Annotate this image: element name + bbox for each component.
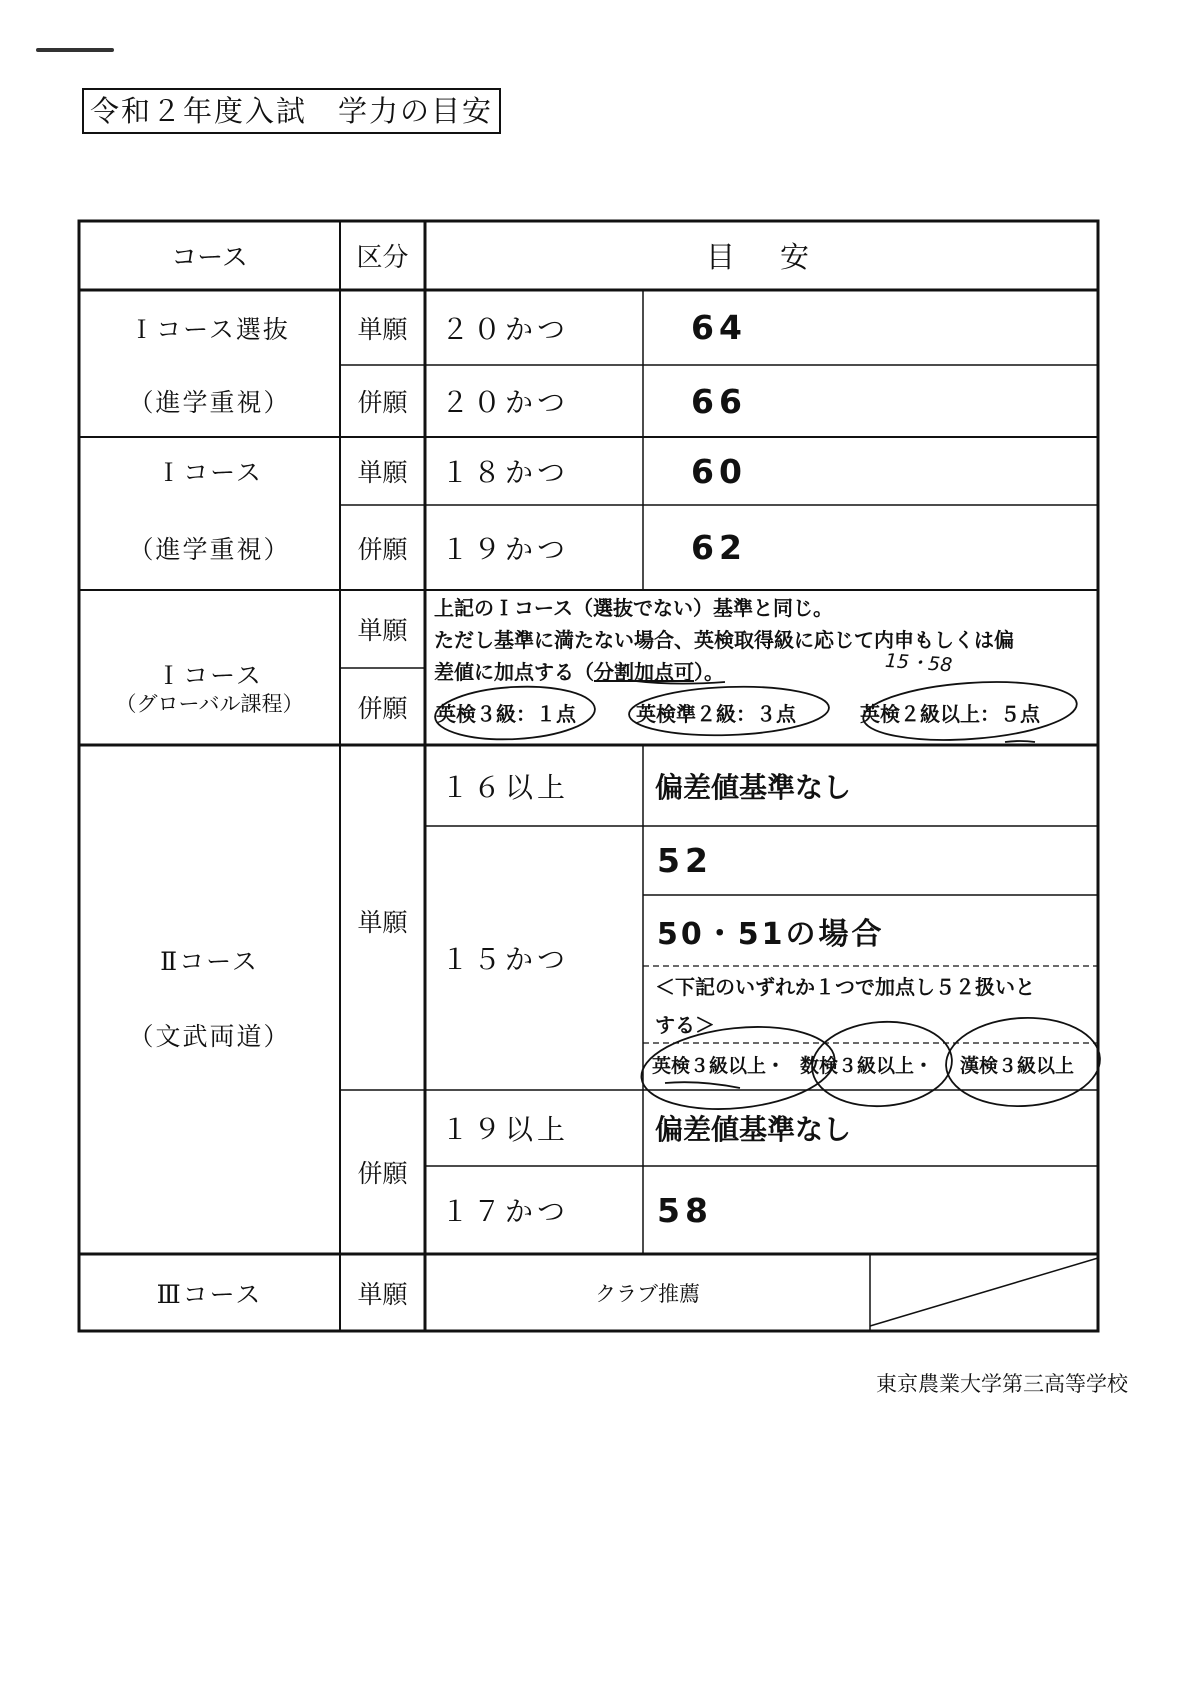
- score-hensachi: 58: [657, 1190, 713, 1230]
- requirement-naishin: １８かつ: [441, 456, 570, 489]
- score-hensachi: 60: [691, 451, 747, 491]
- course-i-senbatsu-name: Ｉコース選抜: [129, 314, 290, 344]
- course-i-senbatsu-sub: （進学重視）: [128, 388, 291, 417]
- kubun-tangan: 単願: [357, 616, 408, 645]
- course-iii-name: Ⅲコース: [156, 1279, 263, 1309]
- global-note-text: 差値に加点する（: [434, 660, 594, 684]
- course-i-global-sub: （グローバル課程）: [115, 691, 304, 716]
- global-note-line: 上記のＩコース（選抜でない）基準と同じ。: [434, 596, 833, 620]
- requirement-naishin: １５かつ: [441, 943, 570, 976]
- requirement-naishin: ２０かつ: [441, 312, 570, 346]
- score-hensachi-alt: 50・51の場合: [657, 916, 885, 952]
- requirement-naishin: １９以上: [441, 1113, 570, 1146]
- header-kubun: 区分: [356, 243, 409, 273]
- course-i-sub: （進学重視）: [128, 534, 291, 564]
- handwritten-note: 15・58: [884, 649, 954, 676]
- global-note-line: [434, 656, 1096, 688]
- kubun-heigan: 併願: [357, 534, 408, 564]
- course-i-name: Ｉコース: [156, 458, 263, 487]
- requirement-naishin: １９かつ: [441, 532, 570, 566]
- kubun-heigan: 併願: [357, 388, 408, 417]
- score-hensachi: 62: [691, 528, 747, 567]
- kubun-heigan: 併願: [357, 1159, 408, 1188]
- kubun-tangan: 単願: [357, 908, 408, 937]
- course-ii-sub: （文武両道）: [128, 1022, 291, 1051]
- bonus-suken-3-plus: 数検３級以上・: [800, 1055, 934, 1077]
- ii-bonus-note-line: ＜下記のいずれか１つで加点し５２扱いと: [655, 975, 1035, 999]
- global-note-text: ）。: [694, 660, 724, 684]
- bonus-eiken-pre2: 英検準２級：３点: [636, 702, 796, 726]
- requirement-naishin: ２０かつ: [441, 386, 570, 419]
- bonus-eiken-3: 英検３級：１点: [436, 702, 576, 726]
- course-i-global-name: Ｉコース: [156, 661, 263, 690]
- no-hensachi-requirement: 偏差値基準なし: [655, 770, 852, 804]
- kubun-tangan: 単願: [357, 1279, 408, 1309]
- ii-bonus-note-line: する＞: [655, 1013, 715, 1037]
- global-note: [434, 592, 1096, 688]
- score-hensachi: 66: [691, 381, 747, 421]
- club-recommendation: クラブ推薦: [595, 1281, 700, 1306]
- course-ii-name: Ⅱコース: [160, 947, 259, 976]
- ii-bonus-note: [655, 968, 1095, 1044]
- bonus-kanken-3-plus: 漢検３級以上: [960, 1055, 1075, 1077]
- requirement-naishin: １７かつ: [441, 1195, 570, 1228]
- score-hensachi: 52: [657, 841, 713, 880]
- no-hensachi-requirement: 偏差値基準なし: [655, 1113, 852, 1146]
- score-hensachi: 64: [691, 308, 747, 347]
- header-meyasu: 目 安: [705, 240, 817, 274]
- bonus-eiken-2: 英検２級以上：５点: [860, 702, 1040, 726]
- header-course: コース: [171, 243, 248, 273]
- kubun-heigan: 併願: [357, 693, 408, 723]
- kubun-tangan: 単願: [357, 458, 408, 487]
- global-note-line: ただし基準に満たない場合、英検取得級に応じて内申もしくは偏: [434, 628, 1014, 652]
- kubun-tangan: 単願: [357, 314, 408, 344]
- school-name: 東京農業大学第三高等学校: [876, 1372, 1128, 1396]
- bonus-eiken-3-plus: 英検３級以上・: [652, 1055, 786, 1077]
- split-bonus-text: 分割加点可: [594, 660, 694, 684]
- requirement-naishin: １６以上: [441, 770, 570, 804]
- document-title: 令和２年度入試 学力の目安: [82, 88, 501, 134]
